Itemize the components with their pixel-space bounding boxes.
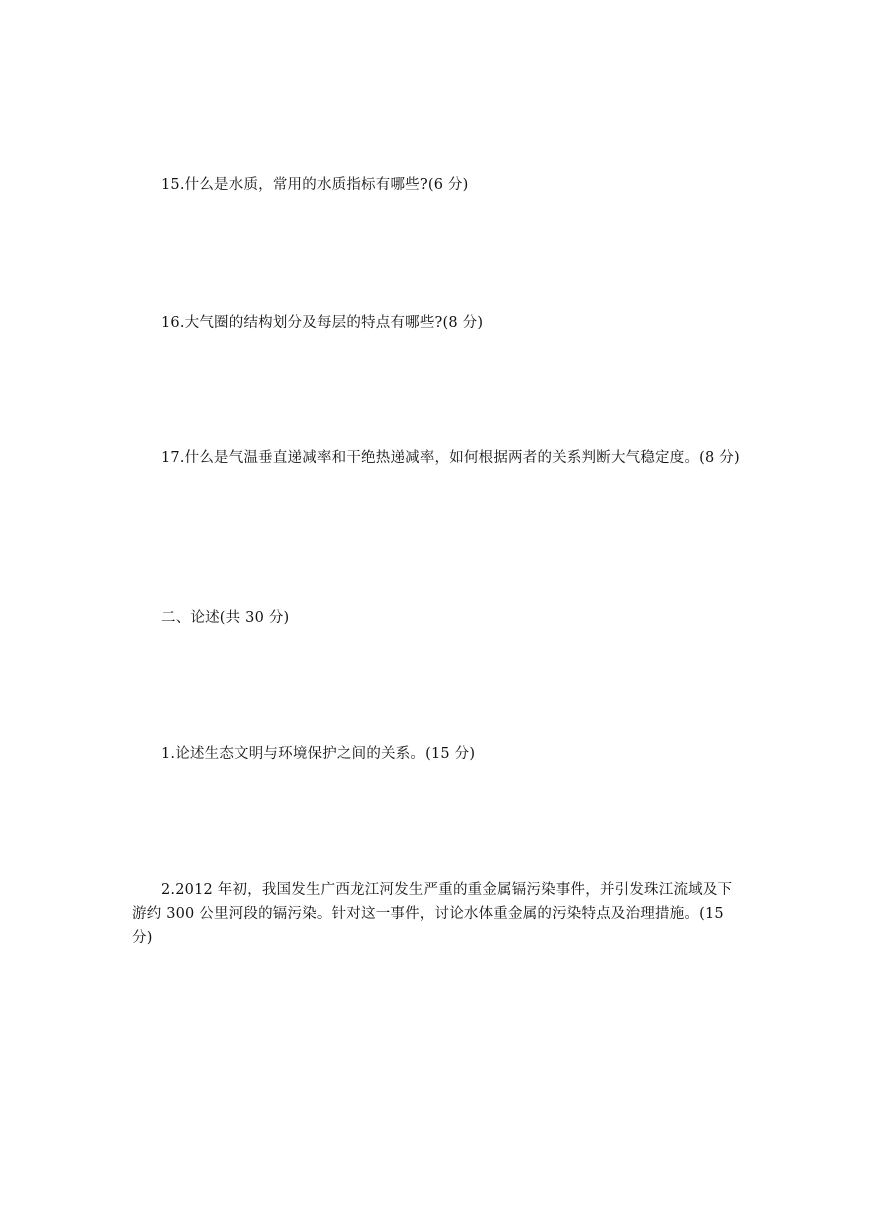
essay-question-1: 1.论述生态文明与环境保护之间的关系。(15 分) (161, 746, 476, 762)
section-heading-essay: 二、论述(共 30 分) (161, 610, 290, 626)
essay-question-2: 2.2012 年初，我国发生广西龙江河发生严重的重金属镉污染事件，并引发珠江流域及下游约 300 公里河段的镉污染。针对这一事件，讨论水体重金属的污染特点及治理措施。(15 分) (132, 882, 733, 946)
question-15: 15.什么是水质，常用的水质指标有哪些?(6 分) (161, 177, 469, 193)
question-17: 17.什么是气温垂直递减率和干绝热递减率，如何根据两者的关系判断大气稳定度。(8 分) (161, 450, 740, 466)
question-16: 16.大气圈的结构划分及每层的特点有哪些?(8 分) (161, 315, 484, 331)
